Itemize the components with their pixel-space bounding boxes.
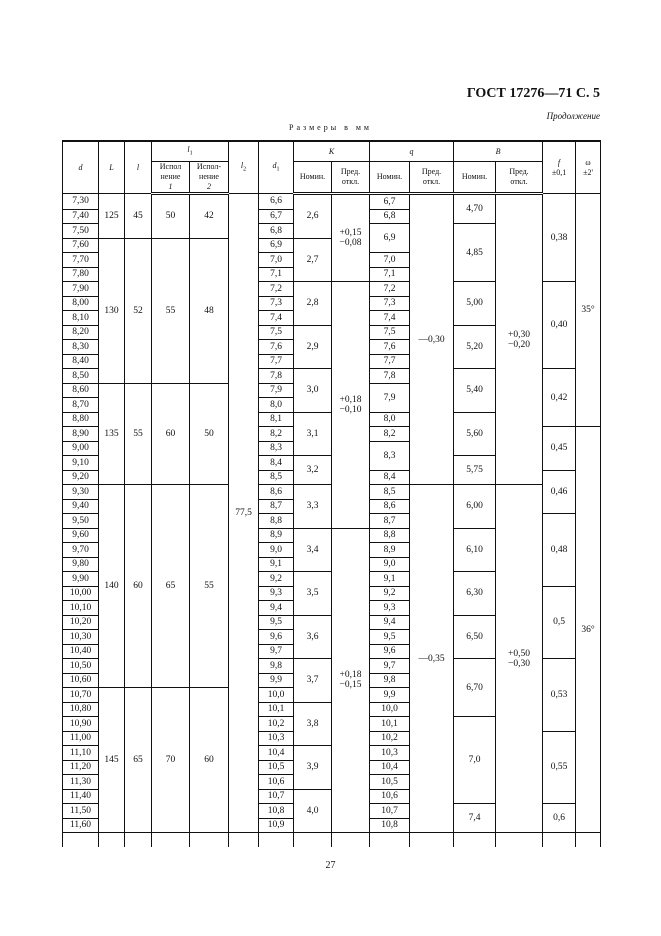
- cell-qn: 7,8: [370, 369, 410, 384]
- cell-d: 8,00: [63, 296, 99, 311]
- cell-bn: 7,4: [454, 804, 496, 833]
- cell-d1: 7,9: [259, 383, 294, 398]
- cell-l1v2: 60: [190, 688, 229, 833]
- cell-d1: 10,1: [259, 702, 294, 717]
- cell-qn: 9,2: [370, 586, 410, 601]
- cell-l1v2: 55: [190, 485, 229, 688]
- cell-l: 55: [125, 383, 152, 485]
- cell-d1: 6,8: [259, 224, 294, 239]
- cell-qn: 7,9: [370, 383, 410, 412]
- header-l1-variant-2-number: 2: [207, 182, 211, 191]
- cell-f: 0,5: [543, 586, 576, 659]
- cell-d: 9,40: [63, 499, 99, 514]
- cell-qn: 8,4: [370, 470, 410, 485]
- table-spacer-row: [63, 833, 601, 848]
- cell-qn: 10,8: [370, 818, 410, 833]
- cell-d1: 8,1: [259, 412, 294, 427]
- cell-d: 10,70: [63, 688, 99, 703]
- cell-l1v2: 48: [190, 238, 229, 383]
- cell-d1: 10,9: [259, 818, 294, 833]
- header-l1-variant-1-label: Испол нение: [159, 162, 182, 181]
- cell-bn: 4,70: [454, 194, 496, 224]
- header-l2: [229, 141, 259, 194]
- cell-qd: —0,35: [410, 485, 454, 833]
- cell-qn: 7,7: [370, 354, 410, 369]
- cell-d1: 8,8: [259, 514, 294, 529]
- cell-f: 0,46: [543, 470, 576, 514]
- cell-qn: 7,6: [370, 340, 410, 355]
- spacer-cell: [229, 833, 259, 848]
- header-f-symbol: f: [557, 157, 561, 167]
- cell-kn: 3,1: [294, 412, 332, 456]
- header-L: L: [99, 141, 125, 194]
- cell-l1v1: 55: [152, 238, 190, 383]
- cell-f: 0,53: [543, 659, 576, 732]
- cell-qn: 9,9: [370, 688, 410, 703]
- cell-d1: 9,8: [259, 659, 294, 674]
- cell-bn: 7,0: [454, 717, 496, 804]
- cell-l: 65: [125, 688, 152, 833]
- cell-l: 60: [125, 485, 152, 688]
- cell-omega: 35°: [576, 194, 601, 427]
- cell-kn: 2,9: [294, 325, 332, 369]
- spacer-cell: [152, 833, 190, 848]
- cell-qn: 7,5: [370, 325, 410, 340]
- cell-bn: 6,00: [454, 485, 496, 529]
- cell-d1: 9,0: [259, 543, 294, 558]
- cell-d: 11,00: [63, 731, 99, 746]
- cell-l1v1: 50: [152, 194, 190, 239]
- cell-l1v1: 60: [152, 383, 190, 485]
- cell-f: 0,40: [543, 282, 576, 369]
- spacer-cell: [576, 833, 601, 848]
- spacer-cell: [410, 833, 454, 848]
- cell-qn: 9,4: [370, 615, 410, 630]
- cell-d1: 7,8: [259, 369, 294, 384]
- cell-d1: 9,3: [259, 586, 294, 601]
- spacer-cell: [332, 833, 370, 848]
- cell-d1: 7,2: [259, 282, 294, 297]
- cell-d1: 10,2: [259, 717, 294, 732]
- cell-qn: 7,2: [370, 282, 410, 297]
- header-omega-tolerance: ±2': [583, 167, 593, 177]
- cell-d1: 6,9: [259, 238, 294, 253]
- cell-d: 8,10: [63, 311, 99, 326]
- cell-d: 9,30: [63, 485, 99, 500]
- cell-qn: 8,8: [370, 528, 410, 543]
- cell-d1: 8,2: [259, 427, 294, 442]
- cell-d1: 7,3: [259, 296, 294, 311]
- cell-qn: 8,6: [370, 499, 410, 514]
- cell-qn: 10,4: [370, 760, 410, 775]
- cell-qn: 10,3: [370, 746, 410, 761]
- cell-qn: 6,9: [370, 224, 410, 253]
- cell-d: 7,90: [63, 282, 99, 297]
- cell-d1: 8,0: [259, 398, 294, 413]
- cell-d: 10,00: [63, 586, 99, 601]
- cell-qd: —0,30: [410, 194, 454, 485]
- cell-d: 10,30: [63, 630, 99, 645]
- cell-d1: 10,3: [259, 731, 294, 746]
- cell-qn: 8,0: [370, 412, 410, 427]
- cell-kn: 2,8: [294, 282, 332, 326]
- cell-l: 135: [99, 383, 125, 485]
- cell-kn: 3,5: [294, 572, 332, 616]
- cell-qn: 9,1: [370, 572, 410, 587]
- cell-l1v1: 65: [152, 485, 190, 688]
- cell-d: 9,70: [63, 543, 99, 558]
- cell-d: 7,60: [63, 238, 99, 253]
- cell-d: 8,80: [63, 412, 99, 427]
- cell-qn: 10,6: [370, 789, 410, 804]
- cell-l: 125: [99, 194, 125, 239]
- cell-d1: 10,8: [259, 804, 294, 819]
- cell-l1v2: 42: [190, 194, 229, 239]
- spacer-cell: [543, 833, 576, 848]
- cell-d1: 8,9: [259, 528, 294, 543]
- cell-l: 140: [99, 485, 125, 688]
- cell-kn: 3,7: [294, 659, 332, 703]
- cell-d: 11,20: [63, 760, 99, 775]
- cell-d: 10,10: [63, 601, 99, 616]
- spacer-cell: [370, 833, 410, 848]
- cell-d: 11,50: [63, 804, 99, 819]
- header-f: [543, 141, 576, 194]
- cell-d1: 8,6: [259, 485, 294, 500]
- header-l1-symbol: l: [187, 144, 190, 154]
- cell-d: 8,60: [63, 383, 99, 398]
- cell-qn: 7,3: [370, 296, 410, 311]
- cell-kn: 3,4: [294, 528, 332, 572]
- cell-f: 0,6: [543, 804, 576, 833]
- document-title: ГОСТ 17276—71 С. 5: [466, 86, 600, 101]
- cell-kn: 3,2: [294, 456, 332, 485]
- cell-f: 0,48: [543, 514, 576, 587]
- cell-d: 8,50: [63, 369, 99, 384]
- header-K-nominal: Номин.: [294, 162, 332, 194]
- cell-d1: 8,7: [259, 499, 294, 514]
- header-l1-variant-1: [152, 162, 190, 194]
- cell-f: 0,38: [543, 194, 576, 282]
- cell-d: 9,90: [63, 572, 99, 587]
- cell-qn: 9,3: [370, 601, 410, 616]
- header-l1-variant-2-label: Испол- нение: [196, 162, 222, 181]
- cell-d1: 10,5: [259, 760, 294, 775]
- cell-qn: 8,3: [370, 441, 410, 470]
- cell-qn: 9,5: [370, 630, 410, 645]
- cell-d1: 9,9: [259, 673, 294, 688]
- cell-kd: +0,18 −0,15: [332, 528, 370, 833]
- cell-bn: 6,10: [454, 528, 496, 572]
- cell-d: 7,30: [63, 194, 99, 210]
- header-q-nominal: Номин.: [370, 162, 410, 194]
- cell-qn: 10,2: [370, 731, 410, 746]
- cell-qn: 10,1: [370, 717, 410, 732]
- header-B-deviation: Пред. откл.: [496, 162, 543, 194]
- header-l: l: [125, 141, 152, 194]
- cell-d1: 8,4: [259, 456, 294, 471]
- cell-d1: 7,4: [259, 311, 294, 326]
- cell-qn: 8,7: [370, 514, 410, 529]
- cell-d: 8,90: [63, 427, 99, 442]
- cell-bn: 6,30: [454, 572, 496, 616]
- header-f-tolerance: ±0,1: [551, 167, 567, 177]
- cell-l: 130: [99, 238, 125, 383]
- table-body: [63, 194, 601, 848]
- cell-d: 10,20: [63, 615, 99, 630]
- cell-qn: 10,7: [370, 804, 410, 819]
- cell-qn: 9,8: [370, 673, 410, 688]
- cell-kn: 3,8: [294, 702, 332, 746]
- cell-d1: 9,5: [259, 615, 294, 630]
- continuation-label: Продолжение: [546, 111, 600, 121]
- cell-kn: 3,6: [294, 615, 332, 659]
- cell-d1: 7,1: [259, 267, 294, 282]
- cell-f: 0,55: [543, 731, 576, 804]
- cell-qn: 8,2: [370, 427, 410, 442]
- spacer-cell: [259, 833, 294, 848]
- header-l2-sub: 2: [243, 166, 247, 173]
- cell-kd: +0,15 −0,08: [332, 194, 370, 282]
- header-l1-sub: 1: [189, 150, 193, 157]
- cell-d1: 8,3: [259, 441, 294, 456]
- cell-d: 10,90: [63, 717, 99, 732]
- cell-bn: 5,40: [454, 369, 496, 413]
- cell-d: 10,50: [63, 659, 99, 674]
- cell-l2: 77,5: [229, 194, 259, 833]
- cell-d: 8,70: [63, 398, 99, 413]
- spacer-cell: [99, 833, 125, 848]
- cell-d: 9,80: [63, 557, 99, 572]
- cell-d: 7,50: [63, 224, 99, 239]
- cell-d1: 9,4: [259, 601, 294, 616]
- cell-qn: 6,7: [370, 194, 410, 210]
- cell-d: 10,40: [63, 644, 99, 659]
- cell-bd: +0,30 −0,20: [496, 194, 543, 485]
- cell-bn: 4,85: [454, 224, 496, 282]
- cell-d1: 6,6: [259, 194, 294, 210]
- page-number: 27: [325, 860, 336, 871]
- header-omega: [576, 141, 601, 194]
- cell-d: 9,50: [63, 514, 99, 529]
- table-header: [63, 141, 601, 194]
- cell-d: 11,40: [63, 789, 99, 804]
- cell-bn: 5,20: [454, 325, 496, 369]
- cell-qn: 9,6: [370, 644, 410, 659]
- cell-f: 0,42: [543, 369, 576, 427]
- cell-d: 10,80: [63, 702, 99, 717]
- cell-d: 8,20: [63, 325, 99, 340]
- cell-qn: 10,5: [370, 775, 410, 790]
- cell-bn: 6,50: [454, 615, 496, 659]
- cell-d1: 7,7: [259, 354, 294, 369]
- cell-d: 11,30: [63, 775, 99, 790]
- header-K-deviation: Пред. откл.: [332, 162, 370, 194]
- cell-qn: 9,0: [370, 557, 410, 572]
- cell-l1v2: 50: [190, 383, 229, 485]
- header-B: B: [454, 141, 543, 162]
- cell-kn: 3,3: [294, 485, 332, 529]
- cell-d1: 10,6: [259, 775, 294, 790]
- cell-l1v1: 70: [152, 688, 190, 833]
- header-q: q: [370, 141, 454, 162]
- header-l2-symbol: l: [240, 160, 244, 170]
- cell-d1: 7,6: [259, 340, 294, 355]
- cell-qn: 8,9: [370, 543, 410, 558]
- cell-d: 8,30: [63, 340, 99, 355]
- cell-qn: 10,0: [370, 702, 410, 717]
- cell-d1: 7,0: [259, 253, 294, 268]
- cell-qn: 7,0: [370, 253, 410, 268]
- cell-d1: 9,2: [259, 572, 294, 587]
- cell-d: 7,70: [63, 253, 99, 268]
- header-K: K: [294, 141, 370, 162]
- cell-d: 9,20: [63, 470, 99, 485]
- cell-bn: 5,00: [454, 282, 496, 326]
- cell-l: 145: [99, 688, 125, 833]
- header-d1-sub: 1: [276, 166, 280, 173]
- header-l1-variant-1-number: 1: [168, 182, 173, 191]
- cell-bn: 5,60: [454, 412, 496, 456]
- cell-d: 11,10: [63, 746, 99, 761]
- cell-d1: 9,7: [259, 644, 294, 659]
- cell-l: 45: [125, 194, 152, 239]
- cell-d1: 10,0: [259, 688, 294, 703]
- cell-kn: 4,0: [294, 789, 332, 833]
- header-d1: [259, 141, 294, 194]
- cell-d1: 6,7: [259, 209, 294, 224]
- header-q-deviation: Пред. откл.: [410, 162, 454, 194]
- cell-kn: 2,7: [294, 238, 332, 282]
- cell-qn: 9,7: [370, 659, 410, 674]
- spacer-cell: [454, 833, 496, 848]
- cell-kn: 3,9: [294, 746, 332, 790]
- cell-d: 9,00: [63, 441, 99, 456]
- header-omega-symbol: ω: [585, 157, 591, 167]
- spacer-cell: [496, 833, 543, 848]
- spacer-cell: [125, 833, 152, 848]
- cell-d: 7,40: [63, 209, 99, 224]
- spacer-cell: [294, 833, 332, 848]
- cell-d1: 10,7: [259, 789, 294, 804]
- header-B-nominal: Номин.: [454, 162, 496, 194]
- cell-kd: +0,18 −0,10: [332, 282, 370, 529]
- header-d: d: [63, 141, 99, 194]
- cell-qn: 8,5: [370, 485, 410, 500]
- cell-qn: 7,4: [370, 311, 410, 326]
- cell-kn: 2,6: [294, 194, 332, 239]
- cell-f: 0,45: [543, 427, 576, 471]
- cell-d1: 9,1: [259, 557, 294, 572]
- cell-d1: 7,5: [259, 325, 294, 340]
- cell-d1: 9,6: [259, 630, 294, 645]
- cell-d: 9,10: [63, 456, 99, 471]
- cell-d1: 8,5: [259, 470, 294, 485]
- cell-kn: 3,0: [294, 369, 332, 413]
- cell-omega: 36°: [576, 427, 601, 833]
- cell-bn: 5,75: [454, 456, 496, 485]
- dimensions-table: [62, 140, 601, 847]
- cell-qn: 6,8: [370, 209, 410, 224]
- cell-d: 10,60: [63, 673, 99, 688]
- cell-qn: 7,1: [370, 267, 410, 282]
- spacer-cell: [190, 833, 229, 848]
- cell-bn: 6,70: [454, 659, 496, 717]
- table-row: [63, 194, 601, 210]
- cell-d: 8,40: [63, 354, 99, 369]
- header-d1-symbol: d: [272, 160, 277, 170]
- cell-d: 7,80: [63, 267, 99, 282]
- units-caption: Размеры в мм: [289, 123, 372, 132]
- cell-d1: 10,4: [259, 746, 294, 761]
- spacer-cell: [63, 833, 99, 848]
- cell-d: 11,60: [63, 818, 99, 833]
- header-l1: [152, 141, 229, 162]
- header-l1-variant-2: [190, 162, 229, 194]
- cell-l: 52: [125, 238, 152, 383]
- cell-bd: +0,50 −0,30: [496, 485, 543, 833]
- cell-d: 9,60: [63, 528, 99, 543]
